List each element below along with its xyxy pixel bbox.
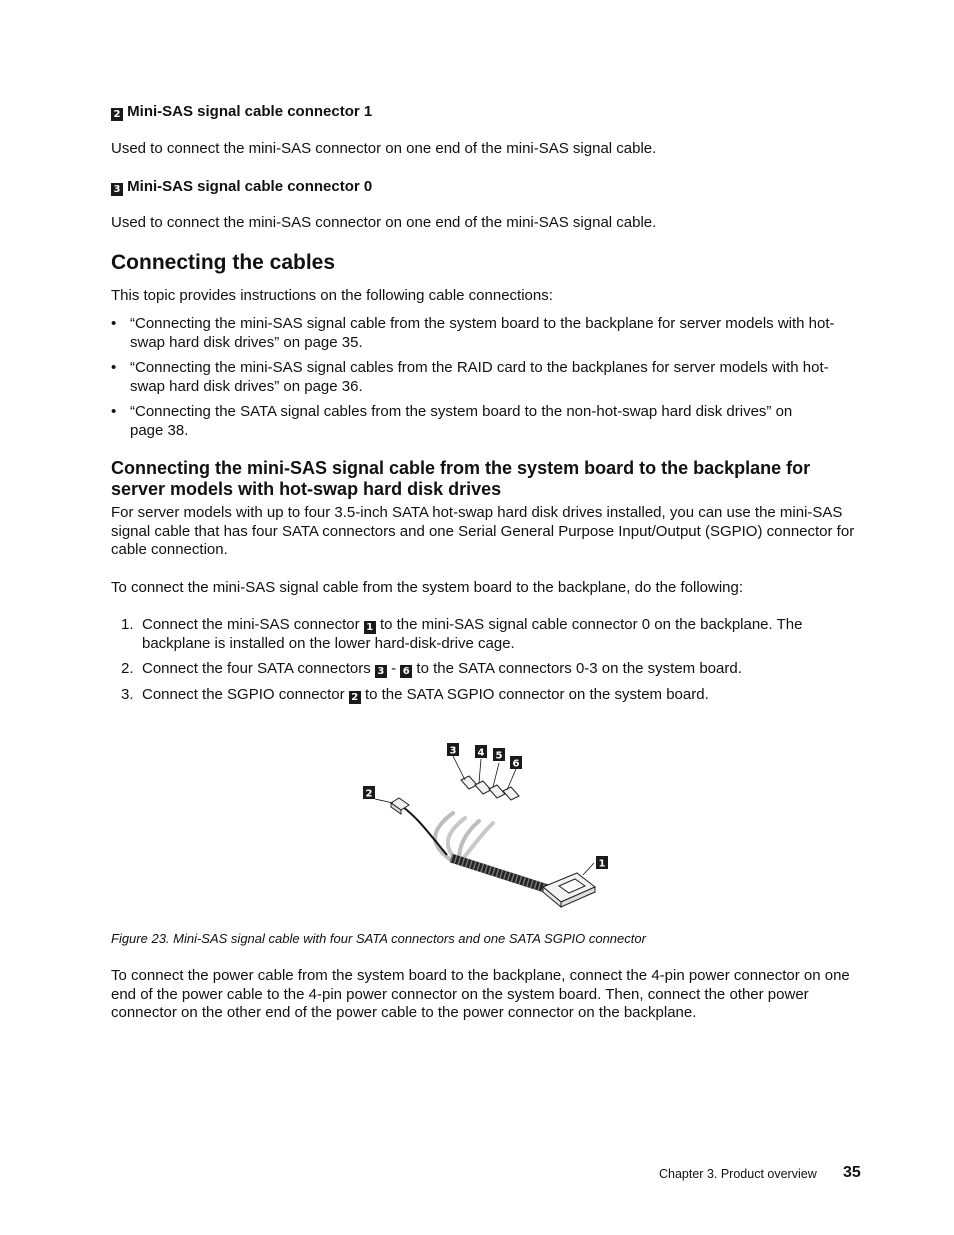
sata-connectors (461, 776, 519, 800)
connector0-description: Used to connect the mini-SAS connector on one end of the mini-SAS signal cable. (111, 214, 657, 231)
list-item: • “Connecting the mini-SAS signal cables from the RAID card to the backplanes for server models with hot-swap hard disk drives” on page 36. (111, 359, 856, 396)
subsection-title: Connecting the mini-SAS signal cable from the system board to the backplane for server models with hot-swap hard disk drives (111, 458, 811, 499)
procedure-step (111, 616, 856, 653)
step-text: Connect the mini-SAS connector (142, 616, 364, 633)
step-text: to the mini-SAS signal cable connector 0 on the backplane. The backplane is installed on the lower hard-disk-drive cage. (142, 616, 803, 652)
section-intro: This topic provides instructions on the following cable connections: (111, 287, 553, 304)
sgpio-cable (403, 807, 447, 855)
figure-caption: Figure 23. Mini-SAS signal cable with four SATA connectors and one SATA SGPIO connector (111, 931, 646, 946)
callout-badge: 2 (111, 108, 123, 121)
sgpio-connector (391, 798, 409, 814)
callout-label: 5 (495, 750, 503, 762)
cable-connection-list (111, 315, 856, 447)
footer-chapter: Chapter 3. Product overview (659, 1167, 817, 1181)
connector0-title: Mini-SAS signal cable connector 0 (127, 178, 373, 195)
callout-label: 3 (449, 745, 457, 757)
step-text: to the SATA SGPIO connector on the system board. (360, 685, 709, 703)
callout-label: 6 (512, 758, 520, 770)
procedure-step (111, 686, 856, 705)
callout-badge: 2 (349, 691, 361, 704)
list-item: • “Connecting the SATA signal cables from the system board to the non-hot-swap hard disk drives” on page 38. (111, 403, 856, 440)
section-title: Connecting the cables (111, 251, 336, 274)
callout-label: 2 (365, 788, 373, 800)
step-text: Connect the four SATA connectors (142, 660, 375, 677)
step-text: Connect the SGPIO connector (142, 685, 349, 703)
callout-label: 1 (598, 858, 606, 870)
step-number: 2. (121, 660, 134, 677)
subsection-paragraph: For server models with up to four 3.5-inch SATA hot-swap hard disk drives installed, you can use the mini-SAS signal cable that has four SATA connectors and one Serial General Purpose Input/Output (SGPIO) connector for cable connection. (111, 504, 855, 558)
connector0-heading (111, 178, 372, 196)
callout-label: 4 (477, 747, 485, 759)
connector1-title: Mini-SAS signal cable connector 1 (127, 103, 373, 120)
mini-sas-connector (543, 873, 595, 907)
step-text: to the SATA connectors 0-3 on the system board. (412, 660, 742, 677)
list-item: • “Connecting the mini-SAS signal cable from the system board to the backplane for server models with hot-swap hard disk drives” on page 35. (111, 315, 856, 352)
step-number: 1. (121, 616, 134, 633)
sata-fanout-cables (435, 813, 493, 860)
power-cable-paragraph: To connect the power cable from the system board to the backplane, connect the 4-pin power connector on one end of the power cable to the 4-pin power connector on the system board. Then, connect the other power connector on the other end of the power cable to the power connector on the backplane. (111, 967, 850, 1021)
procedure-step (111, 660, 856, 679)
cable-illustration (355, 735, 615, 915)
callout-badge: 1 (364, 621, 376, 634)
step-number: 3. (121, 685, 134, 703)
step-text: - (386, 660, 401, 677)
callout-badge: 6 (400, 665, 412, 678)
procedure-steps (111, 616, 856, 711)
callout-badge: 3 (375, 665, 387, 678)
callout-badge: 3 (111, 183, 123, 196)
page-number: 35 (843, 1164, 861, 1181)
procedure-intro: To connect the mini-SAS signal cable from the system board to the backplane, do the following: (111, 579, 744, 596)
connector1-description: Used to connect the mini-SAS connector on one end of the mini-SAS signal cable. (111, 140, 657, 157)
connector1-heading (111, 103, 372, 121)
